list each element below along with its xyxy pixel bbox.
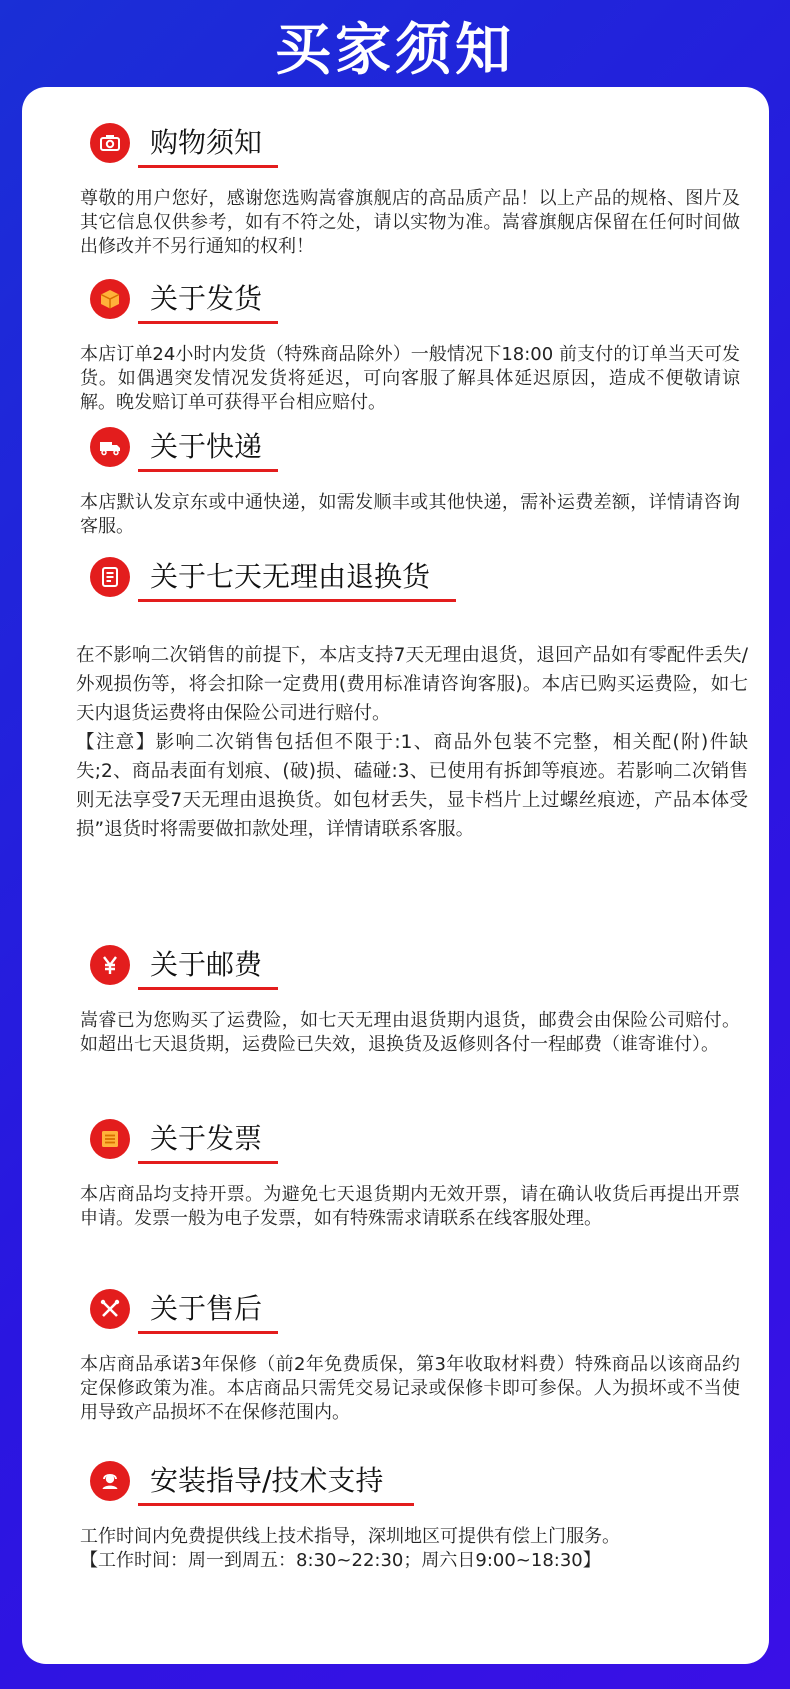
invoice-icon	[90, 1119, 130, 1159]
section-body	[76, 641, 748, 844]
page-title: 买家须知	[275, 18, 515, 83]
title-underline	[138, 1331, 278, 1334]
section-header	[22, 1117, 769, 1163]
section-after-sales	[22, 1287, 769, 1425]
title-underline	[138, 1503, 414, 1506]
section-postage	[22, 943, 769, 1057]
section-header	[22, 121, 769, 167]
paragraph: 本店商品均支持开票。为避免七天退货期内无效开票，请在确认收货后再提出开票申请。发票一般为电子发票，如有特殊需求请联系在线客服处理。	[80, 1184, 740, 1229]
section-body	[80, 1525, 740, 1573]
yen-icon	[90, 945, 130, 985]
support-agent-icon	[90, 1461, 130, 1501]
paragraph: 【注意】影响二次销售包括但不限于:1、商品外包装不完整，相关配(附)件缺失;2、商品表面有划痕、(破)损、磕碰:3、已使用有拆卸等痕迹。若影响二次销售则无法享受7天无理由退换货。如包材丢失，显卡档片上过螺丝痕迹，产品本体受损”退货时将需要做扣款处理，详情请联系客服。	[76, 732, 748, 840]
section-title: 关于快递	[150, 430, 263, 463]
section-body	[80, 187, 740, 259]
section-title: 购物须知	[150, 126, 263, 159]
title-underline	[138, 1161, 278, 1164]
title-underline	[138, 987, 278, 990]
section-header	[22, 277, 769, 323]
section-body	[80, 1353, 740, 1425]
box-icon	[90, 279, 130, 319]
paragraph: 本店订单24小时内发货（特殊商品除外）一般情况下18:00 前支付的订单当天可发货。如偶遇突发情况发货将延迟，可向客服了解具体延迟原因，造成不便敬请谅解。晚发赔订单可获得平台相应赔付。	[80, 344, 740, 413]
notice-card	[22, 87, 769, 1664]
title-underline	[138, 599, 456, 602]
section-header	[22, 425, 769, 471]
title-underline	[138, 469, 278, 472]
section-title: 关于邮费	[150, 948, 263, 981]
section-header	[22, 943, 769, 989]
section-title: 安装指导/技术支持	[150, 1464, 384, 1497]
paragraph: 【工作时间：周一到周五：8:30~22:30；周六日9:00~18:30】	[80, 1550, 601, 1571]
section-invoice	[22, 1117, 769, 1231]
title-underline	[138, 321, 278, 324]
paragraph: 本店商品承诺3年保修（前2年免费质保，第3年收取材料费）特殊商品以该商品约定保修政策为准。本店商品只需凭交易记录或保修卡即可参保。人为损坏或不当使用导致产品损坏不在保修范围内。	[80, 1354, 740, 1423]
paragraph: 工作时间内免费提供线上技术指导，深圳地区可提供有偿上门服务。	[80, 1526, 620, 1547]
section-tech-support	[22, 1459, 769, 1573]
truck-icon	[90, 427, 130, 467]
section-seven-day-return	[22, 555, 769, 844]
section-body	[80, 343, 740, 415]
document-icon	[90, 557, 130, 597]
paragraph: 在不影响二次销售的前提下，本店支持7天无理由退货，退回产品如有零配件丢失/外观损伤等，将会扣除一定费用(费用标准请咨询客服)。本店已购买运费险，如七天内退货运费将由保险公司进行赔付。	[76, 645, 748, 724]
section-express	[22, 425, 769, 539]
section-shopping-notice	[22, 121, 769, 259]
section-body	[80, 1183, 740, 1231]
paragraph: 尊敬的用户您好，感谢您选购嵩睿旗舰店的高品质产品！以上产品的规格、图片及其它信息仅供参考，如有不符之处，请以实物为准。嵩睿旗舰店保留在任何时间做出修改并不另行通知的权利！	[80, 188, 740, 257]
section-title: 关于发货	[150, 282, 263, 315]
section-title: 关于七天无理由退换货	[150, 560, 431, 593]
section-title: 关于发票	[150, 1122, 263, 1155]
camera-icon	[90, 123, 130, 163]
section-shipping	[22, 277, 769, 415]
section-header	[22, 1287, 769, 1333]
section-title: 关于售后	[150, 1292, 263, 1325]
tools-icon	[90, 1289, 130, 1329]
section-header	[22, 1459, 769, 1505]
section-header	[22, 555, 769, 601]
paragraph: 本店默认发京东或中通快递，如需发顺丰或其他快递，需补运费差额，详情请咨询客服。	[80, 492, 740, 537]
section-body	[80, 491, 740, 539]
section-body	[80, 1009, 740, 1057]
title-underline	[138, 165, 278, 168]
paragraph: 嵩睿已为您购买了运费险，如七天无理由退货期内退货，邮费会由保险公司赔付。如超出七天退货期，运费险已失效，退换货及返修则各付一程邮费（谁寄谁付）。	[80, 1010, 740, 1055]
